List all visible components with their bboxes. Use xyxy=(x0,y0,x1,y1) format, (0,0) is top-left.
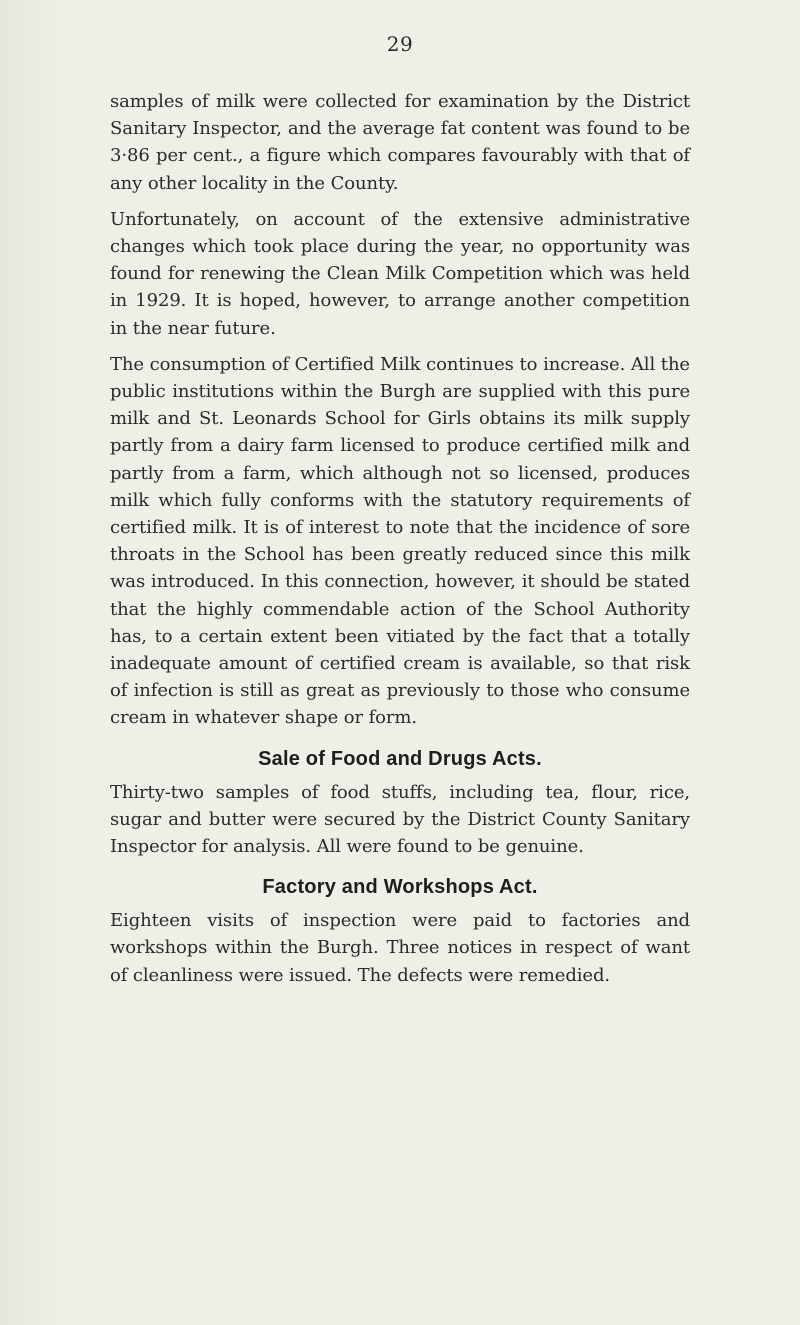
heading-food-drugs: Sale of Food and Drugs Acts. xyxy=(258,747,542,770)
page-content xyxy=(110,88,690,998)
paragraph-factory-workshops: Eighteen visits of inspection were paid to factories and workshops within the Burgh. Three notices in respect of want of cleanliness were issued. The defects were remedied. xyxy=(110,910,690,986)
paragraph-milk-samples: samples of milk were collected for examination by the District Sanitary Inspector, and the average fat content was found to be 3·86 per cent., a figure which compares favourably with that of any other locality in the County. xyxy=(110,91,690,194)
heading-factory-workshops: Factory and Workshops Act. xyxy=(262,876,538,899)
paragraph-certified-milk: The consumption of Certified Milk continues to increase. All the public institutions within the Burgh are supplied with this pure milk and St. Leonards School for Girls obtains its milk supply partly from a dairy farm licensed to produce certified milk and partly from a farm, which although not so licensed, produces milk which fully conforms with the statutory requirements of certified milk. It is of interest to note that the incidence of sore throats in the School has been greatly reduced since this milk was introduced. In this connection, however, it should be stated that the highly commendable action of the School Authority has, to a certain extent been vitiated by the fact that a totally inadequate amount of certified cream is available, so that risk of infection is still as great as previously to those who consume cream in whatever shape or form. xyxy=(110,353,690,729)
paragraph-food-drugs: Thirty-two samples of food stuffs, including tea, flour, rice, sugar and butter were secured by the District County Sanitary Inspector for analysis. All were found to be genuine. xyxy=(110,781,690,858)
page-number: 29 xyxy=(386,32,414,56)
paragraph-clean-milk-competition: Unfortunately, on account of the extensive administrative changes which took place during the year, no opportunity was found for renewing the Clean Milk Competition which was held in 1929. It is hoped, however, to arrange another competition in the near future. xyxy=(110,208,690,339)
